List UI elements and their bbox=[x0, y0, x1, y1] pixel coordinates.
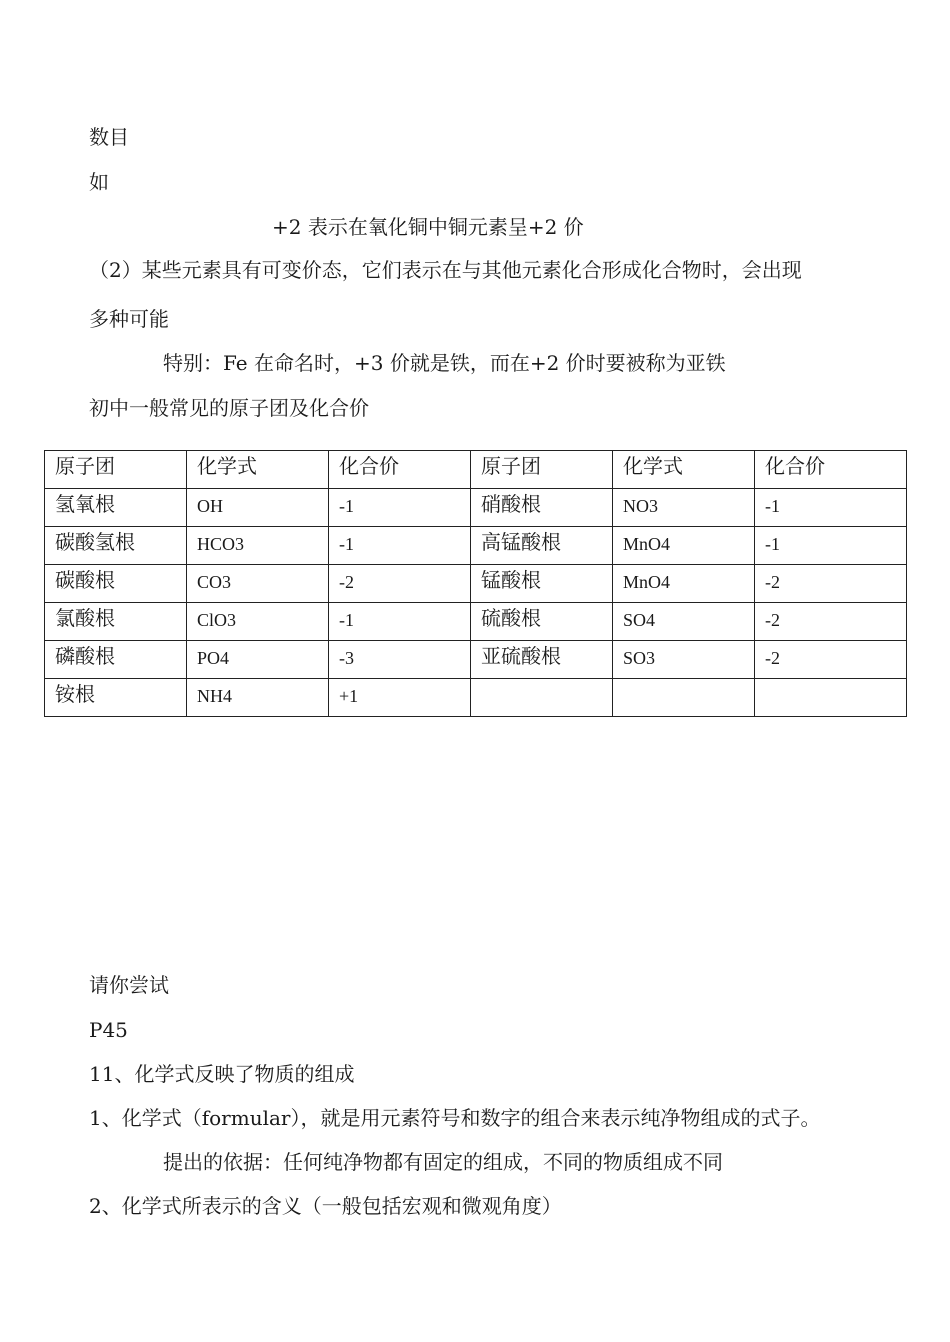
table-cell: OH bbox=[187, 489, 329, 527]
table-cell: 氯酸根 bbox=[45, 603, 187, 641]
text-line-page-ref: P45 bbox=[89, 1018, 128, 1042]
table-cell: HCO3 bbox=[187, 527, 329, 565]
text-line-basis: 提出的依据：任何纯净物都有固定的组成，不同的物质组成不同 bbox=[163, 1150, 723, 1174]
table-row bbox=[45, 679, 907, 717]
table-caption: 初中一般常见的原子团及化合价 bbox=[89, 396, 369, 420]
table-cell: NO3 bbox=[613, 489, 755, 527]
table-cell: -1 bbox=[329, 527, 471, 565]
table-cell: -1 bbox=[755, 527, 907, 565]
table-cell: SO4 bbox=[613, 603, 755, 641]
table-cell bbox=[471, 679, 613, 717]
header-cell: 化合价 bbox=[755, 451, 907, 489]
table-cell: SO3 bbox=[613, 641, 755, 679]
table-cell: MnO4 bbox=[613, 527, 755, 565]
table-cell: NH4 bbox=[187, 679, 329, 717]
table-row bbox=[45, 489, 907, 527]
table-cell: 碳酸根 bbox=[45, 565, 187, 603]
table-cell: 氢氧根 bbox=[45, 489, 187, 527]
table-cell: -1 bbox=[329, 489, 471, 527]
table-cell bbox=[613, 679, 755, 717]
table-cell: 高锰酸根 bbox=[471, 527, 613, 565]
table-cell: 锰酸根 bbox=[471, 565, 613, 603]
text-line-possibilities: 多种可能 bbox=[89, 307, 169, 331]
table-cell: -2 bbox=[755, 565, 907, 603]
text-line-copper-valence: +2 表示在氧化铜中铜元素呈+2 价 bbox=[272, 215, 584, 239]
text-line-meaning: 2、化学式所表示的含义（一般包括宏观和微观角度） bbox=[89, 1194, 562, 1218]
table-cell: 亚硫酸根 bbox=[471, 641, 613, 679]
table-cell: +1 bbox=[329, 679, 471, 717]
table-cell: CO3 bbox=[187, 565, 329, 603]
header-cell: 原子团 bbox=[471, 451, 613, 489]
table-row bbox=[45, 527, 907, 565]
table-cell: -1 bbox=[329, 603, 471, 641]
table-cell bbox=[755, 679, 907, 717]
table-cell: -1 bbox=[755, 489, 907, 527]
table-cell: -2 bbox=[329, 565, 471, 603]
text-line-variable-valence: （2）某些元素具有可变价态，它们表示在与其他元素化合形成化合物时，会出现 bbox=[89, 258, 802, 282]
text-line-count: 数目 bbox=[89, 125, 129, 149]
table-cell: 磷酸根 bbox=[45, 641, 187, 679]
header-cell: 化学式 bbox=[187, 451, 329, 489]
table-cell: ClO3 bbox=[187, 603, 329, 641]
table-cell: 碳酸氢根 bbox=[45, 527, 187, 565]
table-cell: 铵根 bbox=[45, 679, 187, 717]
text-line-definition: 1、化学式（formular），就是用元素符号和数字的组合来表示纯净物组成的式子。 bbox=[89, 1106, 821, 1130]
text-line-try-it: 请你尝试 bbox=[89, 973, 169, 997]
header-cell: 化学式 bbox=[613, 451, 755, 489]
table-row bbox=[45, 565, 907, 603]
header-cell: 原子团 bbox=[45, 451, 187, 489]
table-row bbox=[45, 641, 907, 679]
table-cell: 硝酸根 bbox=[471, 489, 613, 527]
table-header-row bbox=[45, 451, 907, 489]
table-cell: -2 bbox=[755, 603, 907, 641]
section-heading: 11、化学式反映了物质的组成 bbox=[89, 1062, 355, 1086]
table-cell: -2 bbox=[755, 641, 907, 679]
table-cell: -3 bbox=[329, 641, 471, 679]
table-cell: MnO4 bbox=[613, 565, 755, 603]
text-line-example: 如 bbox=[89, 170, 109, 194]
header-cell: 化合价 bbox=[329, 451, 471, 489]
radical-valence-table bbox=[44, 450, 907, 717]
table-row bbox=[45, 603, 907, 641]
text-line-iron-naming: 特别：Fe 在命名时，+3 价就是铁，而在+2 价时要被称为亚铁 bbox=[163, 351, 726, 375]
table-cell: PO4 bbox=[187, 641, 329, 679]
table-cell: 硫酸根 bbox=[471, 603, 613, 641]
